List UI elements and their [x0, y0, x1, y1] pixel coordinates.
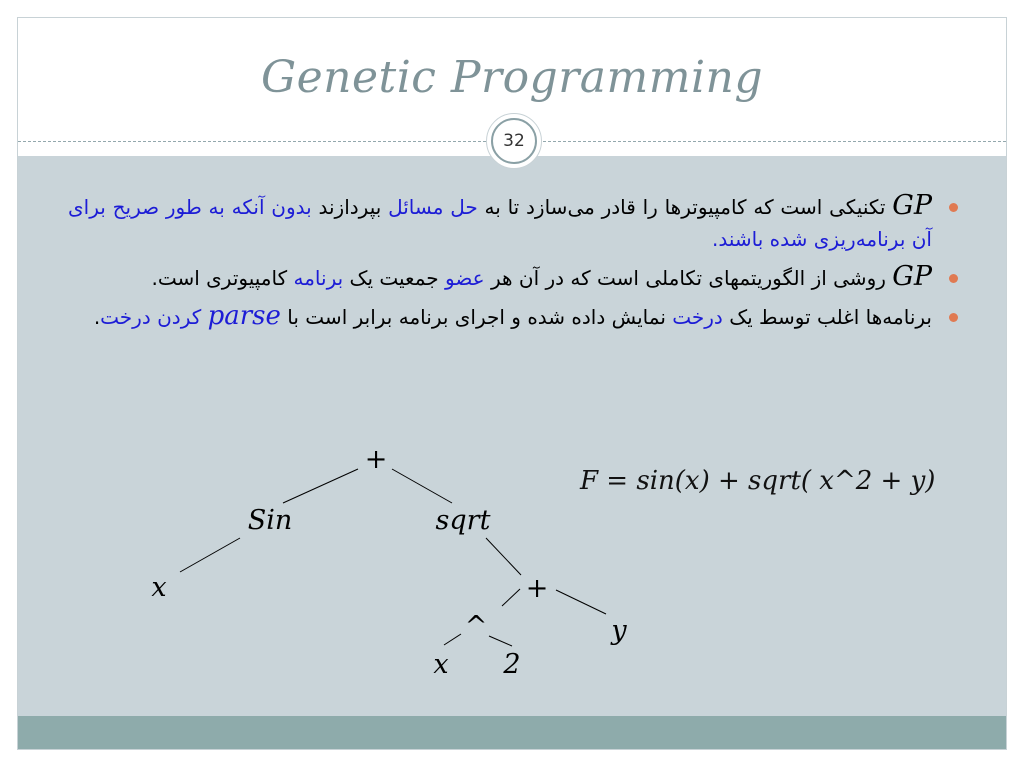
highlight-text: عضو: [444, 266, 485, 290]
bullet-text: جمعیت یک: [343, 266, 445, 290]
bullet-text: .: [93, 305, 101, 329]
tree-edge: [444, 634, 461, 645]
tree-edge: [486, 538, 521, 575]
slide-title: Genetic Programming: [260, 52, 764, 103]
bullet-text: روشی از الگوریتمهای تکاملی است که در آن هر: [484, 266, 893, 290]
tree-edge: [180, 538, 240, 572]
tree-node-sqrt: sqrt: [435, 505, 491, 536]
tree-node-power: ^: [464, 611, 488, 642]
bullet-text: کامپیوتری است.: [151, 266, 294, 290]
gp-term: GP: [892, 261, 932, 292]
tree-edge: [489, 636, 512, 646]
tree-node-x: x: [433, 649, 449, 680]
tree-node-plus: +: [525, 573, 549, 604]
tree-node-root: +: [364, 444, 388, 475]
tree-node-two: 2: [503, 649, 521, 680]
highlight-text: بدون آنکه به طور صریح برای آن برنامه‌ریزی شده باشند.: [68, 195, 932, 251]
gp-term: GP: [892, 190, 933, 221]
bullet-text: تکنیکی است که کامپیوترها را قادر می‌سازد تا به: [477, 195, 893, 219]
highlight-text: درخت: [672, 305, 723, 329]
tree-edge: [502, 589, 520, 606]
formula: F = sin(x) + sqrt( x^2 + y): [580, 466, 936, 496]
highlight-text: برنامه: [293, 266, 344, 290]
tree-node-y: y: [611, 615, 627, 646]
highlight-text: حل مسائل: [388, 195, 478, 219]
bullet-text: نمایش داده شده و اجرای برنامه برابر است با: [280, 305, 673, 329]
slide-number: 32: [491, 118, 537, 164]
bullet-text: برنامه‌ها اغلب توسط یک: [722, 305, 932, 329]
parse-term: parse: [207, 301, 281, 331]
tree-node-x: x: [151, 572, 167, 603]
tree-edge: [283, 469, 358, 503]
tree-node-sin: Sin: [247, 505, 293, 536]
tree-edge: [392, 469, 452, 503]
highlight-text: کردن درخت: [100, 305, 208, 329]
bullet-text: بپردازند: [311, 195, 389, 219]
tree-edge: [556, 590, 606, 614]
